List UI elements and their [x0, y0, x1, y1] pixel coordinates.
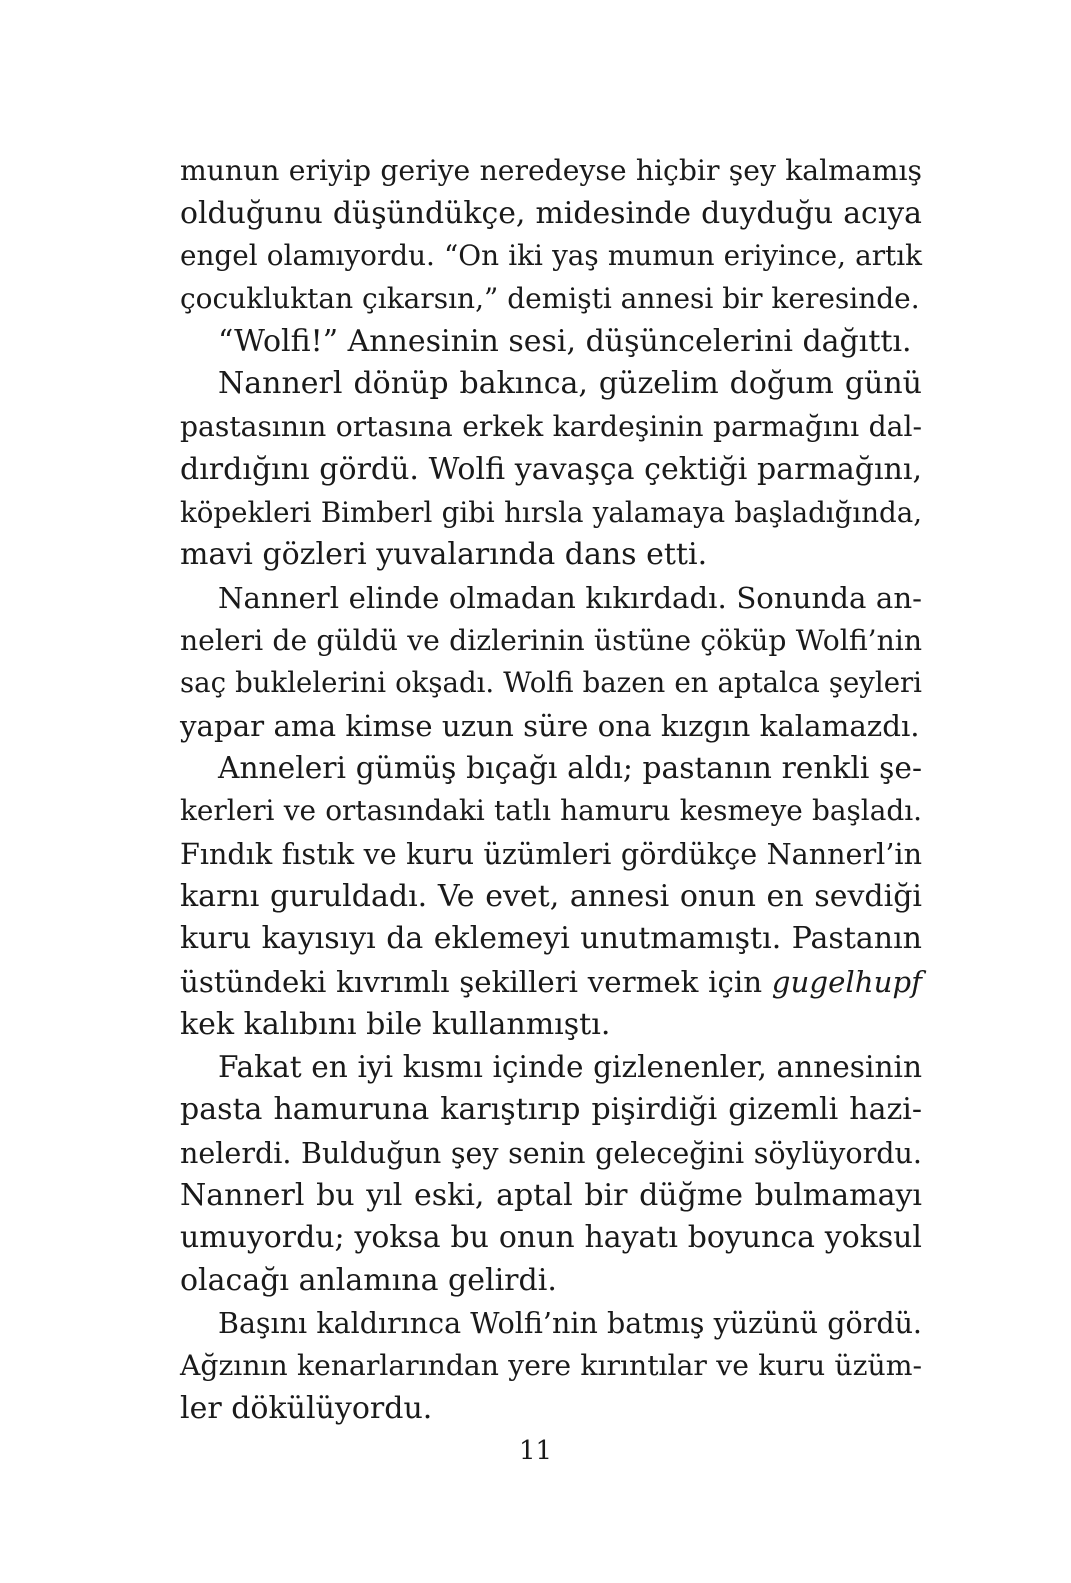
text-line: Nannerl dönüp bakınca, güzelim doğum günü	[218, 366, 922, 402]
text-line: umuyordu; yoksa bu onun hayatı boyunca yoksul	[180, 1220, 922, 1256]
text-line: çocukluktan çıkarsın,” demişti annesi bir keresinde.	[180, 282, 920, 316]
text-line: Ağzının kenarlarından yere kırıntılar ve kuru üzüm-	[180, 1349, 922, 1383]
text-line: Başını kaldırınca Wolfi’nin batmış yüzünü gördü.	[218, 1306, 922, 1340]
text-line: mavi gözleri yuvalarında dans etti.	[180, 537, 708, 573]
text-line: pasta hamuruna karıştırıp pişirdiği gizemli hazi-	[180, 1092, 922, 1128]
page-number: 11	[518, 1436, 553, 1466]
text-line: köpekleri Bimberl gibi hırsla yalamaya başladığında,	[180, 495, 922, 529]
text-line: ler dökülüyordu.	[180, 1390, 433, 1426]
text-line: pastasının ortasına erkek kardeşinin parmağını dal-	[180, 410, 922, 444]
text-line: dırdığını gördü. Wolfi yavaşça çektiği parmağını,	[180, 451, 922, 487]
text-line: kerleri ve ortasındaki tatlı hamuru kesmeye başladı.	[180, 794, 922, 828]
text-line: kuru kayısıyı da eklemeyi unutmamıştı. Pastanın	[180, 921, 922, 957]
text-span: üstündeki kıvrımlı şekilleri vermek için	[180, 965, 763, 1000]
text-line: neleri de güldü ve dizlerinin üstüne çöküp Wolfi’nin	[180, 623, 922, 657]
text-line: olacağı anlamına gelirdi.	[180, 1262, 557, 1298]
text-line: Fındık fıstık ve kuru üzümleri gördükçe Nannerl’in	[180, 837, 922, 871]
italic-word: gugelhupf	[771, 965, 922, 1000]
body-text	[180, 150, 922, 1431]
text-line: munun eriyip geriye neredeyse hiçbir şey kalmamış	[180, 154, 922, 187]
text-line-with-italic	[180, 961, 922, 1004]
text-line: olduğunu düşündükçe, midesinde duyduğu acıya	[180, 195, 922, 231]
text-line: Fakat en iyi kısmı içinde gizlenenler, annesinin	[218, 1050, 922, 1085]
text-line: “Wolfi!” Annesinin sesi, düşüncelerini dağıttı.	[218, 323, 912, 359]
text-line: saç buklelerini okşadı. Wolfi bazen en aptalca şeyleri	[180, 666, 922, 700]
text-line: Nannerl elinde olmadan kıkırdadı. Sonunda an-	[218, 580, 922, 615]
text-line: karnı guruldadı. Ve evet, annesi onun en sevdiği	[180, 878, 922, 914]
text-line: engel olamıyordu. “On iki yaş mumun eriyince, artık	[180, 239, 922, 273]
text-line: Nannerl bu yıl eski, aptal bir düğme bulmamayı	[180, 1177, 922, 1213]
text-line: kek kalıbını bile kullanmıştı.	[180, 1006, 611, 1042]
text-line: nelerdi. Bulduğun şey senin geleceğini söylüyordu.	[180, 1135, 922, 1170]
text-line: Anneleri gümüş bıçağı aldı; pastanın renkli şe-	[218, 750, 922, 786]
text-line: yapar ama kimse uzun süre ona kızgın kalamazdı.	[180, 708, 920, 743]
